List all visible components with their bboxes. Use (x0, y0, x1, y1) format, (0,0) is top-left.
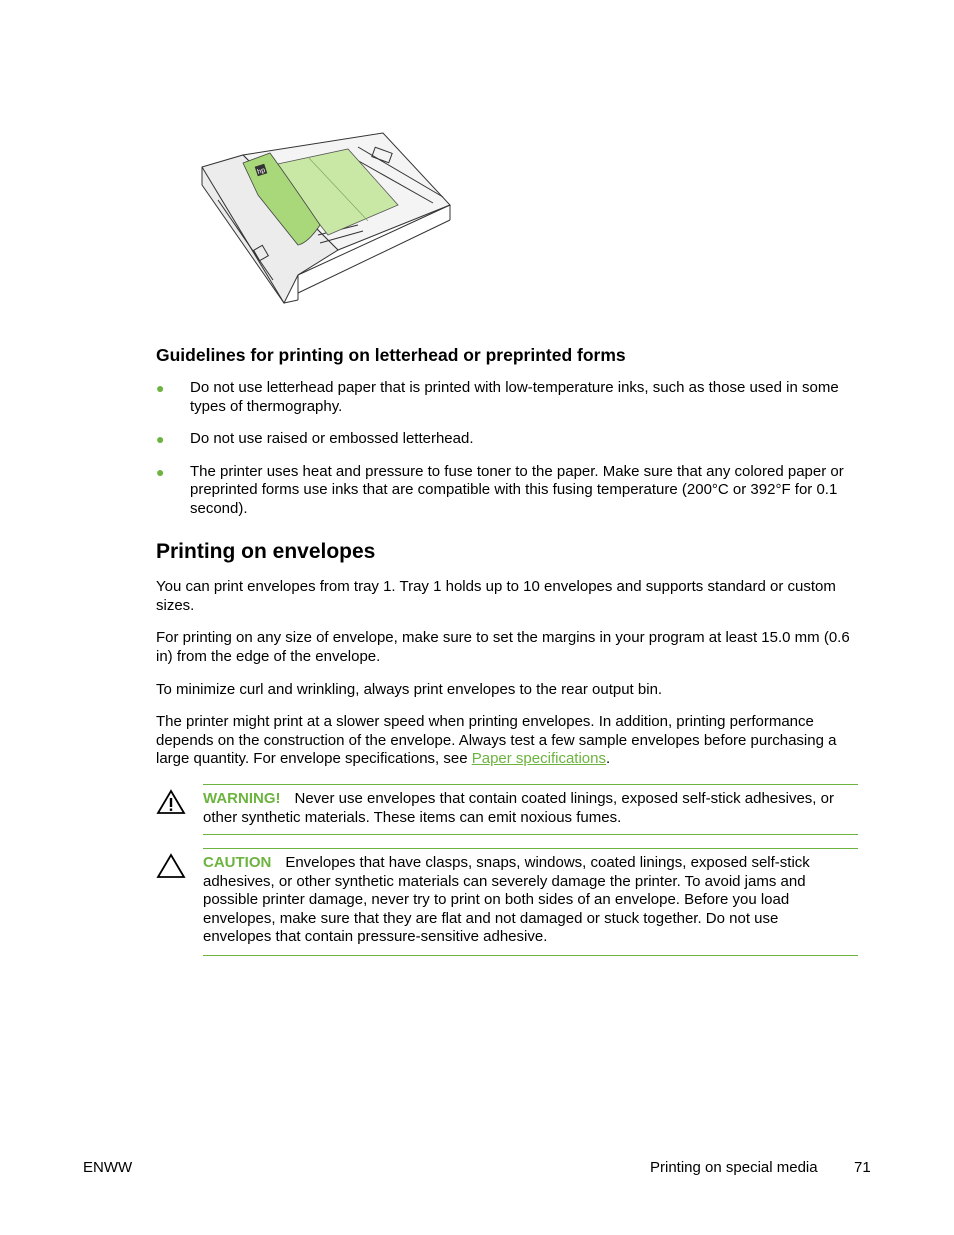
list-item (156, 430, 856, 449)
guidelines-list (156, 379, 856, 532)
footer-left: ENWW (83, 1159, 133, 1176)
envelopes-heading: Printing on envelopes (156, 540, 376, 563)
list-item-text: Do not use raised or embossed letterhead. (190, 430, 474, 447)
caution-text-block (203, 854, 848, 947)
caution-triangle-icon (156, 853, 186, 884)
list-item (156, 379, 856, 416)
paragraph-speed-text: The printer might print at a slower speed when printing envelopes. In addition, printing performance depends on the construction of the envelope. Always test a few sample envelopes before purchasing a large quantity. For envelope specifications, see (156, 713, 837, 767)
warning-text-block (203, 790, 848, 827)
paragraph-tray1: You can print envelopes from tray 1. Tray 1 holds up to 10 envelopes and supports standard or custom sizes. (156, 578, 836, 614)
list-item-text: Do not use letterhead paper that is printed with low-temperature inks, such as those used in some types of thermography. (190, 379, 839, 415)
list-item (156, 463, 856, 519)
footer-section: Printing on special media (650, 1159, 818, 1176)
bullet-icon: ● (156, 463, 165, 480)
caution-text: Envelopes that have clasps, snaps, windows, coated linings, exposed self-stick adhesives, or other synthetic materials can severely damage the printer. To avoid jams and possible printer damage, never try to print on both sides of an envelope. Before you load envelopes, make sure that they are flat and not damaged or stuck together. Do not use envelopes that contain pressure-sensitive adhesive. (203, 854, 810, 945)
warning-exclamation-triangle-icon (156, 789, 186, 820)
page-number: 71 (854, 1159, 871, 1176)
warning-top-rule (203, 784, 858, 785)
paper-tray-image (198, 125, 458, 307)
caution-top-rule (203, 848, 858, 849)
svg-text:hp: hp (256, 166, 267, 176)
tray-illustration (198, 125, 458, 307)
caution-label: CAUTION (203, 854, 272, 871)
warning-text: Never use envelopes that contain coated linings, exposed self-stick adhesives, or other synthetic materials. These items can emit noxious fumes. (203, 790, 834, 826)
paragraph-speed (156, 713, 856, 769)
paragraph-curl: To minimize curl and wrinkling, always print envelopes to the rear output bin. (156, 681, 663, 698)
warning-note (156, 784, 858, 836)
warning-bottom-rule (203, 834, 858, 835)
caution-note (156, 848, 858, 958)
bullet-icon: ● (156, 380, 165, 396)
caution-bottom-rule (203, 955, 858, 956)
guidelines-heading: Guidelines for printing on letterhead or preprinted forms (156, 345, 626, 365)
warning-label: WARNING! (203, 790, 281, 807)
paper-specifications-link[interactable]: Paper specifications (471, 750, 606, 767)
paragraph-margins: For printing on any size of envelope, make sure to set the margins in your program at least 15.0 mm (0.6 in) from the edge of the envelope. (156, 629, 850, 665)
bullet-icon: ● (156, 431, 165, 447)
paragraph-speed-end: . (605, 750, 611, 767)
list-item-text: The printer uses heat and pressure to fuse toner to the paper. Make sure that any colored paper or preprinted forms use inks that are compatible with this fusing temperature (200°C or 392°F for 0.1 second). (190, 462, 844, 517)
